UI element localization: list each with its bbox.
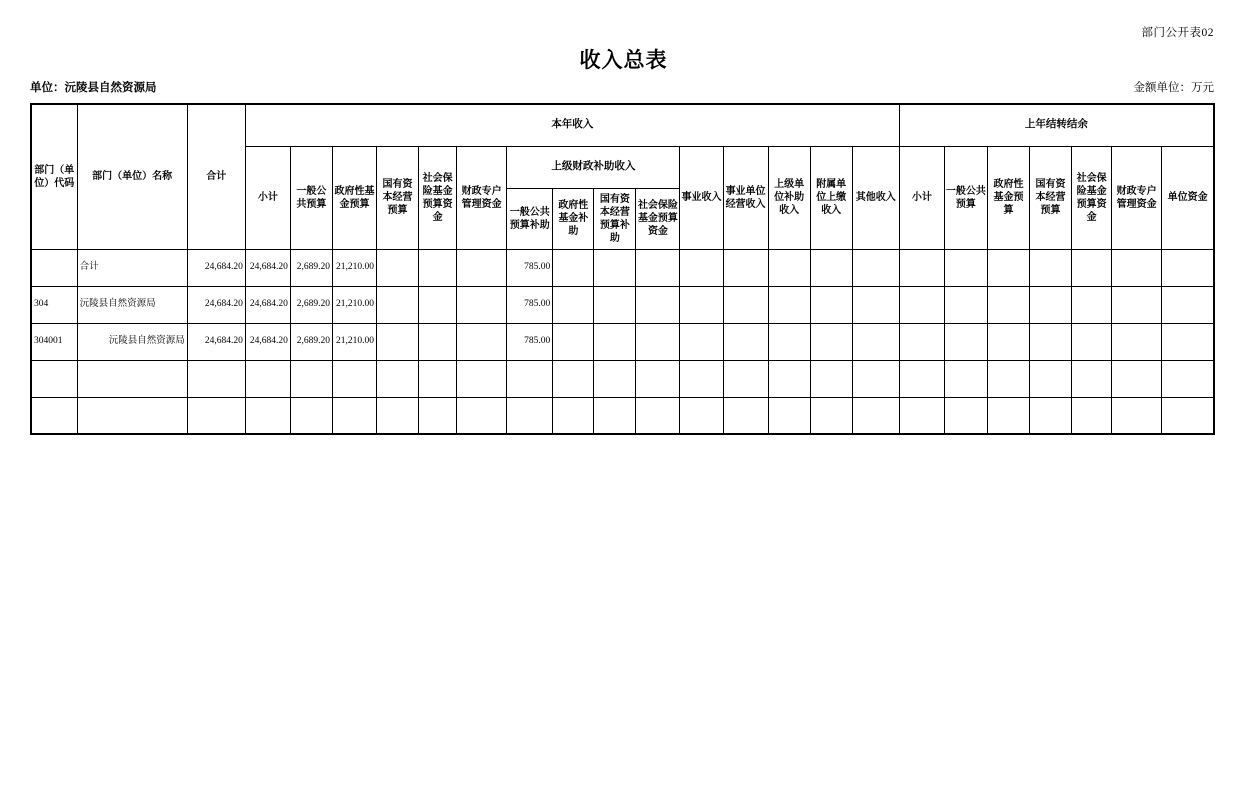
col-header-co-fiscal-account: 财政专户管理资金	[1112, 146, 1162, 249]
cell-value	[899, 397, 944, 434]
cell-value	[723, 360, 768, 397]
cell-value	[594, 286, 636, 323]
cell-name	[77, 397, 187, 434]
cell-value	[768, 360, 810, 397]
cell-value	[944, 323, 987, 360]
cell-value: 24,684.20	[187, 249, 245, 286]
col-header-cy-social-insurance: 社会保险基金预算资金	[419, 146, 457, 249]
col-header-code: 部门（单位）代码	[31, 104, 77, 249]
cell-value	[419, 360, 457, 397]
col-header-co-state-capital: 国有资本经营预算	[1029, 146, 1071, 249]
col-header-business-operating-income: 事业单位经营收入	[723, 146, 768, 249]
income-summary-table	[30, 103, 1215, 435]
cell-value	[852, 286, 899, 323]
table-row	[31, 397, 1214, 434]
cell-value	[419, 323, 457, 360]
col-header-co-subtotal: 小计	[899, 146, 944, 249]
unit-label: 单位：沅陵县自然资源局	[30, 82, 157, 94]
cell-code	[31, 397, 77, 434]
cell-value	[723, 286, 768, 323]
cell-value	[1112, 286, 1162, 323]
cell-value	[810, 286, 852, 323]
col-header-total: 合计	[187, 104, 245, 249]
cell-value: 2,689.20	[290, 323, 332, 360]
cell-value	[594, 397, 636, 434]
cell-value	[944, 249, 987, 286]
cell-value	[187, 360, 245, 397]
cell-value	[290, 397, 332, 434]
col-header-sub-state-capital: 国有资本经营预算补助	[594, 188, 636, 249]
cell-value	[187, 397, 245, 434]
cell-value: 785.00	[507, 323, 553, 360]
cell-value	[899, 286, 944, 323]
cell-value	[1072, 397, 1112, 434]
col-header-co-gov-fund: 政府性基金预算	[987, 146, 1029, 249]
cell-value	[680, 249, 723, 286]
cell-value	[1029, 323, 1071, 360]
page-title: 收入总表	[579, 49, 668, 72]
cell-value	[768, 249, 810, 286]
cell-name	[77, 360, 187, 397]
cell-value	[553, 286, 594, 323]
cell-name: 沅陵县自然资源局	[77, 286, 187, 323]
cell-value	[1112, 249, 1162, 286]
table-row	[31, 323, 1214, 360]
table-body	[31, 249, 1214, 434]
cell-value	[1029, 360, 1071, 397]
cell-value	[553, 249, 594, 286]
table-row	[31, 249, 1214, 286]
cell-value	[768, 323, 810, 360]
col-header-business-income: 事业收入	[680, 146, 723, 249]
cell-value	[636, 286, 680, 323]
cell-value	[852, 249, 899, 286]
col-header-unit-fund: 单位资金	[1162, 146, 1214, 249]
cell-value	[1162, 397, 1214, 434]
cell-value	[507, 360, 553, 397]
cell-value	[852, 397, 899, 434]
cell-value: 24,684.20	[187, 286, 245, 323]
cell-value	[594, 323, 636, 360]
cell-value	[377, 360, 419, 397]
cell-value	[457, 397, 507, 434]
cell-value	[1112, 360, 1162, 397]
amount-unit-label: 金额单位：万元	[1133, 82, 1214, 94]
cell-value	[810, 360, 852, 397]
cell-code: 304	[31, 286, 77, 323]
cell-value	[507, 397, 553, 434]
cell-value	[680, 286, 723, 323]
col-header-sub-gov-fund: 政府性基金补助	[553, 188, 594, 249]
cell-value	[810, 249, 852, 286]
cell-value: 2,689.20	[290, 249, 332, 286]
cell-value	[810, 323, 852, 360]
cell-value: 24,684.20	[187, 323, 245, 360]
cell-value	[1072, 323, 1112, 360]
cell-value	[553, 360, 594, 397]
cell-value	[1162, 323, 1214, 360]
cell-value	[987, 249, 1029, 286]
table-row	[31, 286, 1214, 323]
table-header	[31, 104, 1214, 249]
cell-value	[457, 286, 507, 323]
cell-value: 785.00	[507, 286, 553, 323]
meta-row	[30, 79, 1214, 95]
cell-value	[768, 286, 810, 323]
cell-value: 2,689.20	[290, 286, 332, 323]
cell-value	[1029, 286, 1071, 323]
cell-value	[290, 360, 332, 397]
cell-value	[245, 397, 290, 434]
cell-value	[987, 397, 1029, 434]
cell-name: 合计	[77, 249, 187, 286]
table-row	[31, 360, 1214, 397]
cell-value	[636, 360, 680, 397]
cell-value	[419, 286, 457, 323]
cell-code: 304001	[31, 323, 77, 360]
col-header-sub-general-public: 一般公共预算补助	[507, 188, 553, 249]
cell-value: 21,210.00	[332, 286, 376, 323]
cell-value	[332, 397, 376, 434]
cell-value	[852, 323, 899, 360]
cell-value	[987, 323, 1029, 360]
cell-value	[810, 397, 852, 434]
cell-value	[419, 249, 457, 286]
cell-value	[723, 249, 768, 286]
cell-value	[457, 249, 507, 286]
cell-value	[1112, 397, 1162, 434]
cell-value	[899, 249, 944, 286]
col-header-other-income: 其他收入	[852, 146, 899, 249]
cell-value	[377, 397, 419, 434]
cell-value	[594, 249, 636, 286]
cell-code	[31, 360, 77, 397]
group-header-carryover: 上年结转结余	[899, 104, 1214, 146]
col-header-cy-gov-fund: 政府性基金预算	[332, 146, 376, 249]
col-header-cy-fiscal-account: 财政专户管理资金	[457, 146, 507, 249]
cell-value	[457, 360, 507, 397]
cell-value	[332, 360, 376, 397]
col-header-name: 部门（单位）名称	[77, 104, 187, 249]
cell-value: 21,210.00	[332, 323, 376, 360]
cell-value	[944, 397, 987, 434]
header-row-1	[31, 104, 1214, 146]
cell-value	[1029, 397, 1071, 434]
cell-value	[1029, 249, 1071, 286]
cell-value	[1072, 360, 1112, 397]
cell-value	[680, 360, 723, 397]
cell-value	[377, 249, 419, 286]
col-header-cy-general-public: 一般公共预算	[290, 146, 332, 249]
col-header-superior-unit-subsidy: 上级单位补助收入	[768, 146, 810, 249]
cell-value: 785.00	[507, 249, 553, 286]
cell-value: 21,210.00	[332, 249, 376, 286]
cell-value	[594, 360, 636, 397]
cell-value	[245, 360, 290, 397]
cell-value	[1162, 286, 1214, 323]
cell-value	[419, 397, 457, 434]
cell-value	[636, 323, 680, 360]
cell-value	[457, 323, 507, 360]
cell-value	[377, 323, 419, 360]
cell-value	[987, 286, 1029, 323]
col-header-co-general-public: 一般公共预算	[944, 146, 987, 249]
col-header-sub-social-insurance: 社会保险基金预算资金	[636, 188, 680, 249]
cell-value	[899, 360, 944, 397]
cell-value	[723, 323, 768, 360]
col-header-affiliated-unit-remit: 附属单位上缴收入	[810, 146, 852, 249]
cell-value	[723, 397, 768, 434]
cell-value	[1072, 286, 1112, 323]
cell-code	[31, 249, 77, 286]
group-header-superior-subsidy: 上级财政补助收入	[507, 146, 680, 188]
cell-value	[944, 286, 987, 323]
cell-value	[377, 286, 419, 323]
col-header-cy-state-capital: 国有资本经营预算	[377, 146, 419, 249]
cell-value	[553, 323, 594, 360]
cell-value	[899, 323, 944, 360]
doc-label: 部门公开表02	[1141, 27, 1214, 39]
cell-value	[1112, 323, 1162, 360]
cell-value	[636, 397, 680, 434]
cell-value	[852, 360, 899, 397]
cell-value	[680, 397, 723, 434]
cell-value	[553, 397, 594, 434]
cell-value	[636, 249, 680, 286]
cell-name: 沅陵县自然资源局	[77, 323, 187, 360]
cell-value	[1162, 249, 1214, 286]
cell-value	[987, 360, 1029, 397]
cell-value: 24,684.20	[245, 249, 290, 286]
cell-value	[1072, 249, 1112, 286]
cell-value	[680, 323, 723, 360]
cell-value: 24,684.20	[245, 286, 290, 323]
cell-value	[944, 360, 987, 397]
cell-value	[768, 397, 810, 434]
cell-value	[1162, 360, 1214, 397]
col-header-cy-subtotal: 小计	[245, 146, 290, 249]
cell-value: 24,684.20	[245, 323, 290, 360]
col-header-co-social-insurance: 社会保险基金预算资金	[1072, 146, 1112, 249]
group-header-current-year: 本年收入	[245, 104, 899, 146]
